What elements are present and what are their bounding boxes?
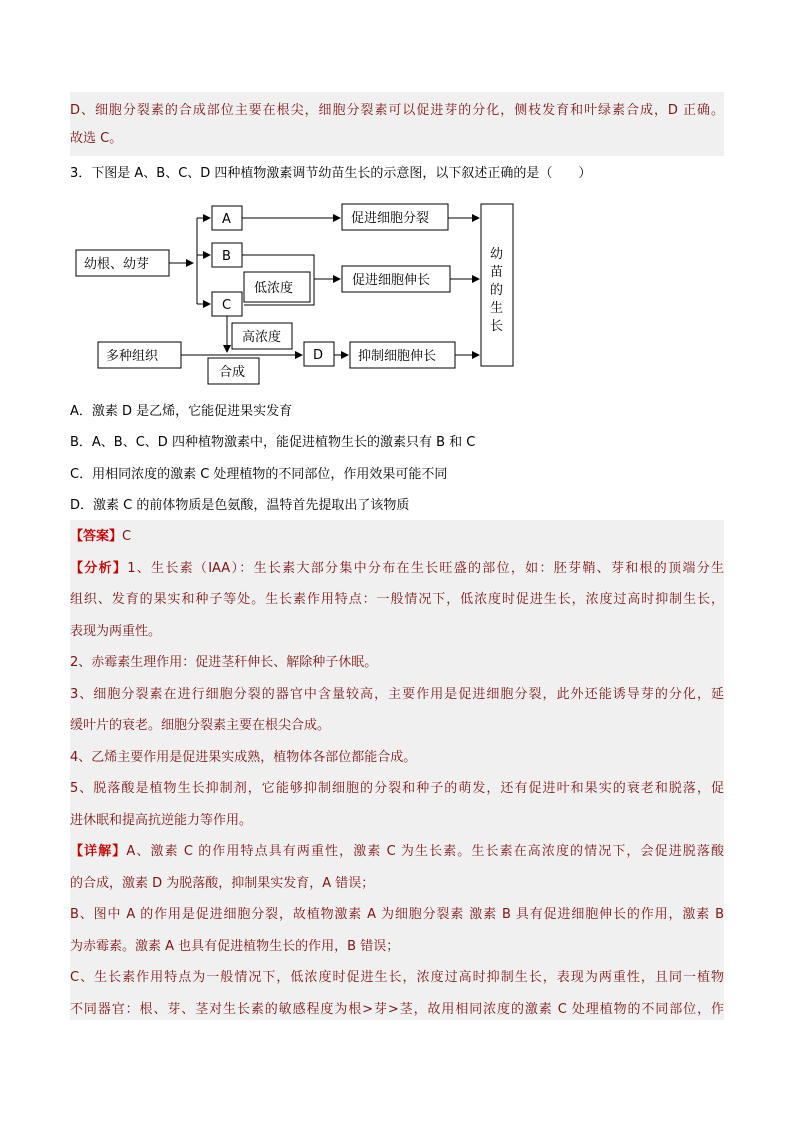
analysis-p4: 4、乙烯主要作用是促进果实成熟，植物体各部位都能合成。 [70,750,417,765]
prev-answer-line-2: 故选 C。 [70,131,123,146]
detail-a-l1: A、激素 C 的作用特点具有两重性，激素 C 为生长素。生长素在高浓度的情况下，会促进脱落酸 [126,844,724,859]
synth-label: 合成 [219,365,246,380]
growth-char-1: 幼 [490,247,504,262]
analysis-p1-l1: 1、生长素（IAA）：生长素大部分集中分布在生长旺盛的部位，如：胚芽鞘、芽和根的顶端分生 [127,561,724,576]
label-b: B [222,249,231,264]
high-label: 高浓度 [242,330,282,345]
detail-line-1 [70,843,724,861]
elongate-label: 促进细胞伸长 [352,273,431,288]
analysis-line-1 [70,560,724,578]
analysis-p1-l3: 表现为两重性。 [70,624,162,639]
option-a: A．激素 D 是乙烯，它能促进果实发育 [70,404,293,419]
question-stem: 3．下图是 A、B、C、D 四种植物激素调节幼苗生长的示意图，以下叙述正确的是（ ） [70,166,592,181]
option-c: C．用相同浓度的激素 C 处理植物的不同部位，作用效果可能不同 [70,467,448,482]
analysis-tag: 【分析】 [70,561,128,576]
growth-char-4: 生 [490,301,504,316]
growth-char-5: 长 [490,319,504,334]
analysis-p2: 2、赤霉素生理作用：促进茎秆伸长、解除种子休眠。 [70,655,378,670]
analysis-p5-l1: 5、脱落酸是植物生长抑制剂，它能够抑制细胞的分裂和种子的萌发，还有促进叶和果实的衰老和脱落，促 [70,781,724,796]
label-a: A [222,212,231,227]
detail-b-l2: 为赤霉素。激素 A 也具有促进植物生长的作用，B 错误； [70,939,400,954]
detail-tag: 【详解】 [70,844,127,859]
inhibit-label: 抑制细胞伸长 [358,349,437,364]
analysis-p1-l2: 组织、发育的果实和种子等处。生长素作用特点：一般情况下，低浓度时促进生长，浓度过高时抑制生长， [70,592,724,607]
detail-b-l1: B、图中 A 的作用是促进细胞分裂，故植物激素 A 为细胞分裂素 激素 B 具有促进细胞伸长的作用，激素 B [70,907,724,922]
hormone-diagram [0,192,794,412]
root-label: 幼根、幼芽 [84,257,150,272]
low-label: 低浓度 [254,281,294,296]
analysis-p5-l2: 进休眠和提高抗逆能力等作用。 [70,813,253,828]
answer-value: C [122,529,132,544]
label-c: C [222,298,232,313]
analysis-p3-l1: 3、细胞分裂素在进行细胞分裂的器官中含量较高，主要作用是促进细胞分裂，此外还能诱导芽的分化，延 [70,687,724,702]
label-d: D [313,348,324,363]
analysis-p3-l2: 缓叶片的衰老。细胞分裂素主要在根尖合成。 [70,718,331,733]
answer-line [70,528,131,546]
multi-label: 多种组织 [106,349,159,364]
detail-a-l2: 的合成，激素 D 为脱落酸，抑制果实发育，A 错误； [70,876,375,891]
option-d: D．激素 C 的前体物质是色氨酸，温特首先提取出了该物质 [70,498,410,513]
growth-char-3: 的 [490,283,504,298]
growth-char-2: 苗 [490,265,504,280]
answer-tag: 【答案】 [70,529,123,544]
detail-c-l2: 不同器官：根、芽、茎对生长素的敏感程度为根>芽>茎，故用相同浓度的激素 C 处理植物的不同部位，作 [70,1002,724,1017]
divide-label: 促进细胞分裂 [351,211,430,226]
option-b: B．A、B、C、D 四种植物激素中，能促进植物生长的激素只有 B 和 C [70,435,476,450]
detail-c-l1: C、生长素作用特点为一般情况下，低浓度时促进生长，浓度过高时抑制生长，表现为两重性，且同一植物 [70,970,724,985]
prev-answer-line-1: D、细胞分裂素的合成部位主要在根尖，细胞分裂素可以促进芽的分化，侧枝发育和叶绿素合成，D 正确。 [70,103,724,118]
